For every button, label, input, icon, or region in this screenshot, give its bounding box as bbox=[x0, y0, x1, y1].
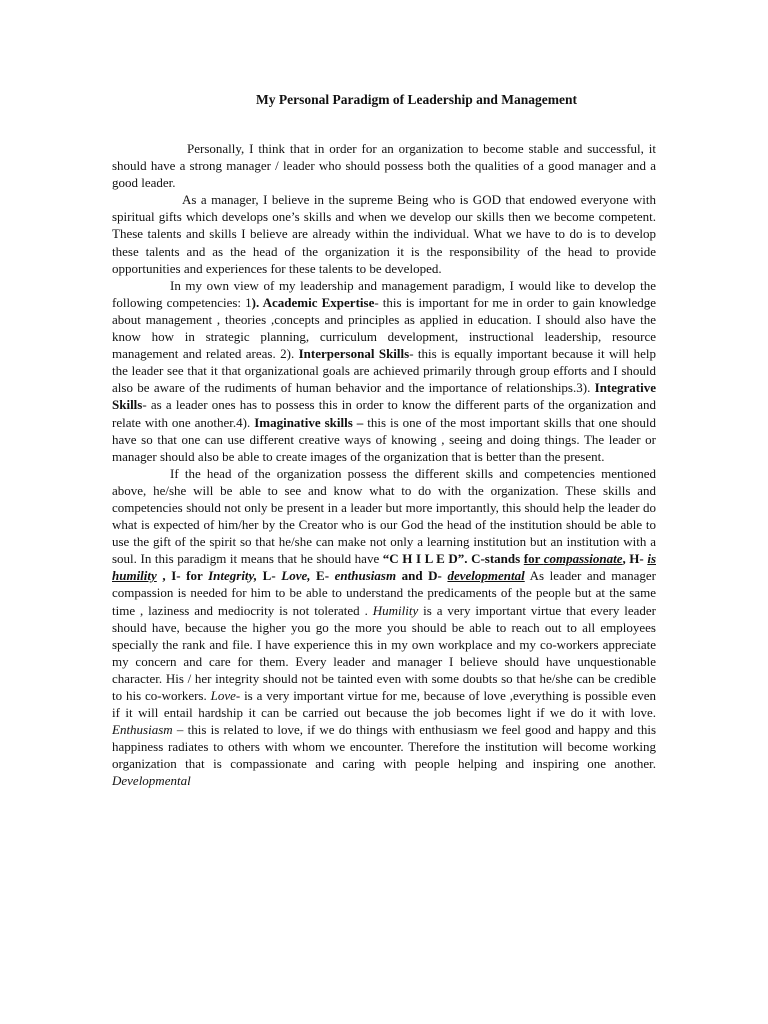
chiled-acronym: “C H I L E D”. C-stands bbox=[382, 551, 524, 567]
chiled-text-2: As leader and manager compassion is needed for him to be able to understand the predicaments of the people but at the same time , laziness and mediocrity is not tolerated . bbox=[112, 568, 657, 618]
chiled-enthusiasm: enthusiasm bbox=[334, 568, 397, 584]
heading-academic-expertise: ). Academic Expertise bbox=[251, 294, 375, 310]
competencies-text-3: - this is equally important because it will help the leader see that it that organizational goals are achieved primarily through group efforts and I should also be aware of the rudiments of human behavior and the importance of relationships.3). bbox=[112, 346, 657, 396]
heading-integrative-skills: Integrative Skills bbox=[112, 380, 657, 413]
heading-interpersonal-skills: Interpersonal Skills bbox=[298, 346, 410, 362]
chiled-comma: , H- bbox=[622, 551, 644, 567]
word-developmental: Developmental bbox=[112, 773, 191, 789]
chiled-i-for: , I- for bbox=[156, 568, 209, 584]
paragraph-chiled bbox=[112, 465, 656, 790]
paragraph-manager-belief: As a manager, I believe in the supreme Being who is GOD that endowed everyone with spiritual gifts which develops one’s skills and when we develop our skills then we become competent. These talents and skills I believe are already within the individual. What we have to do is to develop these talents and as the head of the organization it is the responsibility of the head to provide opportunities and experiences for these talents to be developed. bbox=[112, 192, 656, 276]
chiled-text-3: is a very important virtue that every leader should have, because the higher you go the more you should be able to reach out to all employees specially the rank and file. I have experience this in my own workplace and my co-workers appreciate my concern and care for them. Every leader and manager I believe should have unquestionable character. His / her integrity should not be tainted even with some doubts so that he/she can be credible to his co-workers. bbox=[112, 602, 656, 703]
chiled-and-d: and D- bbox=[396, 568, 448, 584]
paragraph-intro: Personally, I think that in order for an organization to become stable and successful, it should have a strong manager / leader who should possess both the qualities of a good manager and a good leader. bbox=[112, 141, 656, 191]
competencies-text-4: - as a leader ones has to possess this in order to know the different parts of the organization and relate with one another.4). bbox=[112, 397, 656, 430]
heading-imaginative-skills: Imaginative skills – bbox=[254, 414, 364, 430]
paragraph-competencies bbox=[112, 277, 656, 465]
chiled-humility: is humility bbox=[112, 551, 656, 584]
chiled-l: L- bbox=[257, 568, 282, 584]
chiled-developmental: developmental bbox=[447, 568, 525, 584]
word-love: Love bbox=[210, 688, 236, 703]
word-enthusiasm: Enthusiasm bbox=[112, 722, 173, 738]
chiled-integrity: Integrity, bbox=[208, 568, 258, 584]
document-title: My Personal Paradigm of Leadership and Management bbox=[256, 92, 577, 107]
word-humility: Humility bbox=[372, 602, 419, 618]
chiled-compassionate: compassionate bbox=[543, 551, 623, 567]
competencies-text-5: this is one of the most important skills that one should have so that one can use different creative ways of knowing , seeing and doing things. The leader or manager should also be able to create images of the organization that is better than the present. bbox=[112, 414, 657, 464]
chiled-text-5: – this is related to love, if we do things with enthusiasm we feel good and happy and this happiness radiates to others with whom we encounter. Therefore the institution will become working organization that is compassionate and caring with people helping and inspiring one another. bbox=[112, 722, 656, 772]
chiled-e: E- bbox=[310, 568, 335, 584]
chiled-text-1: If the head of the organization possess the different skills and competencies mentioned above, he/she will be able to see and know what to do with the organization. These skills and competencies should not only be present in a leader but more importantly, this should help the leader do what is expected of him/her by the Creator who is our God the head of the institution should be able to use the gift of the spirit so that he/she can make not only a learning institution but an institution with a soul. In this paradigm it means that he should have bbox=[112, 465, 656, 567]
competencies-text-1: In my own view of my leadership and management paradigm, I would like to develop the following competencies: 1 bbox=[112, 277, 656, 310]
chiled-for: for bbox=[523, 551, 544, 567]
competencies-text-2: - this is important for me in order to gain knowledge about management , theories ,concepts and principles as applied in education. I should also have the know how in strategic planning, curriculum development, instructional leadership, resource management and related areas. 2). bbox=[112, 294, 656, 362]
chiled-love: Love, bbox=[281, 568, 311, 584]
chiled-text-4: - is a very important virtue for me, because of love ,everything is possible even if it will entail hardship it can be carried out because the job becomes light if we do it with love. bbox=[112, 688, 656, 721]
